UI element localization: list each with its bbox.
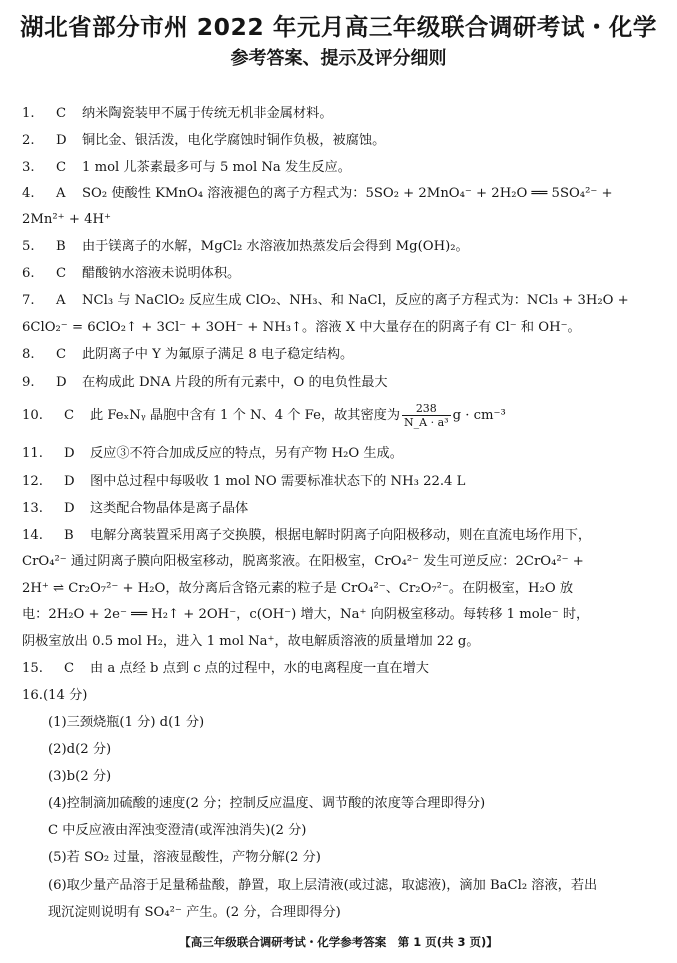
answer-7-continued: 6ClO₂⁻ = 6ClO₂↑ + 3Cl⁻ + 3OH⁻ + NH₃↑。溶液 X 中大量存在的阴离子有 Cl⁻ 和 OH⁻。 xyxy=(22,320,581,335)
answer-3: 3. C 1 mol 儿茶素最多可与 5 mol Na 发生反应。 xyxy=(22,160,351,175)
answer-15: 15. C 由 a 点经 b 点到 c 点的过程中，水的电离程度一直在增大 xyxy=(22,661,429,676)
answer-14-line-4: 电：2H₂O + 2e⁻ ══ H₂↑ + 2OH⁻，c(OH⁻) 增大，Na⁺ 向阴极室移动。每转移 1 mole⁻ 时， xyxy=(22,607,590,622)
answer-14-line-3: 2H⁺ ⇌ Cr₂O₇²⁻ + H₂O，故分离后含铬元素的粒子是 CrO₄²⁻、Cr₂O₇²⁻。在阴极室，H₂O 放 xyxy=(22,581,574,596)
answer-16-part-6: (6)取少量产品溶于足量稀盐酸，静置，取上层清液(或过滤，取滤液)，滴加 BaCl₂ 溶液，若出 xyxy=(48,878,598,893)
answer-10: 10. C 此 FeₓNᵧ 晶胞中含有 1 个 N、4 个 Fe，故其密度为 $\frac{238}{\text{N\_A · a³}}$ g · cm⁻³ xyxy=(22,402,506,429)
answer-16-part-1: (1)三颈烧瓶(1 分) d(1 分) xyxy=(48,715,205,730)
answer-8: 8. C 此阴离子中 Y 为氟原子满足 8 电子稳定结构。 xyxy=(22,347,354,362)
answer-4-continued: 2Mn²⁺ + 4H⁺ xyxy=(22,212,111,227)
answer-14: 14. B 电解分离装置采用离子交换膜，根据电解时阴离子向阳极移动，则在直流电场作用下， xyxy=(22,528,592,543)
answer-12: 12. D 图中总过程中每吸收 1 mol NO 需要标准状态下的 NH₃ 22.4 L xyxy=(22,474,466,489)
answer-5: 5. B 由于镁离子的水解，MgCl₂ 水溶液加热蒸发后会得到 Mg(OH)₂。 xyxy=(22,239,469,254)
answer-16-part-4b: C 中反应液由浑浊变澄清(或浑浊消失)(2 分) xyxy=(48,823,307,838)
density-fraction: $\frac{238}{\text{N\_A · a³}}$ xyxy=(404,402,449,429)
answer-9: 9. D 在构成此 DNA 片段的所有元素中，O 的电负性最大 xyxy=(22,375,388,390)
answer-14-line-5: 阴极室放出 0.5 mol H₂，进入 1 mol Na⁺，故电解质溶液的质量增加 22 g。 xyxy=(22,634,480,649)
page-footer: 【高三年级联合调研考试・化学参考答案 第 1 页(共 3 页)】 xyxy=(179,935,498,949)
answer-7: 7. A NCl₃ 与 NaClO₂ 反应生成 ClO₂、NH₃、和 NaCl，反应的离子方程式为：NCl₃ + 3H₂O + xyxy=(22,293,629,308)
answer-16-heading: 16.(14 分) xyxy=(22,688,88,703)
answer-16-part-5: (5)若 SO₂ 过量，溶液显酸性，产物分解(2 分) xyxy=(48,850,321,865)
answer-11: 11. D 反应③不符合加成反应的特点，另有产物 H₂O 生成。 xyxy=(22,446,403,461)
page-title: 湖北省部分市州 2022 年元月高三年级联合调研考试・化学 xyxy=(20,13,657,41)
answer-16-part-2: (2)d(2 分) xyxy=(48,742,112,757)
answer-14-line-2: CrO₄²⁻ 通过阴离子膜向阳极室移动，脱离浆液。在阳极室，CrO₄²⁻ 发生可逆反应：2CrO₄²⁻ + xyxy=(22,554,584,569)
answer-16-part-4: (4)控制滴加硫酸的速度(2 分；控制反应温度、调节酸的浓度等合理即得分) xyxy=(48,796,486,811)
answer-2: 2. D 铜比金、银活泼，电化学腐蚀时铜作负极，被腐蚀。 xyxy=(22,133,386,148)
answer-1: 1. C 纳米陶瓷装甲不属于传统无机非金属材料。 xyxy=(22,106,333,121)
answer-16-part-3: (3)b(2 分) xyxy=(48,769,112,784)
page-subtitle: 参考答案、提示及评分细则 xyxy=(230,48,447,69)
answer-4: 4. A SO₂ 使酸性 KMnO₄ 溶液褪色的离子方程式为：5SO₂ + 2MnO₄⁻ + 2H₂O ══ 5SO₄²⁻ + xyxy=(22,186,613,201)
answer-6: 6. C 醋酸钠水溶液未说明体积。 xyxy=(22,266,241,281)
answer-16-part-6b: 现沉淀则说明有 SO₄²⁻ 产生。(2 分，合理即得分) xyxy=(48,905,341,920)
answer-13: 13. D 这类配合物晶体是离子晶体 xyxy=(22,501,249,516)
